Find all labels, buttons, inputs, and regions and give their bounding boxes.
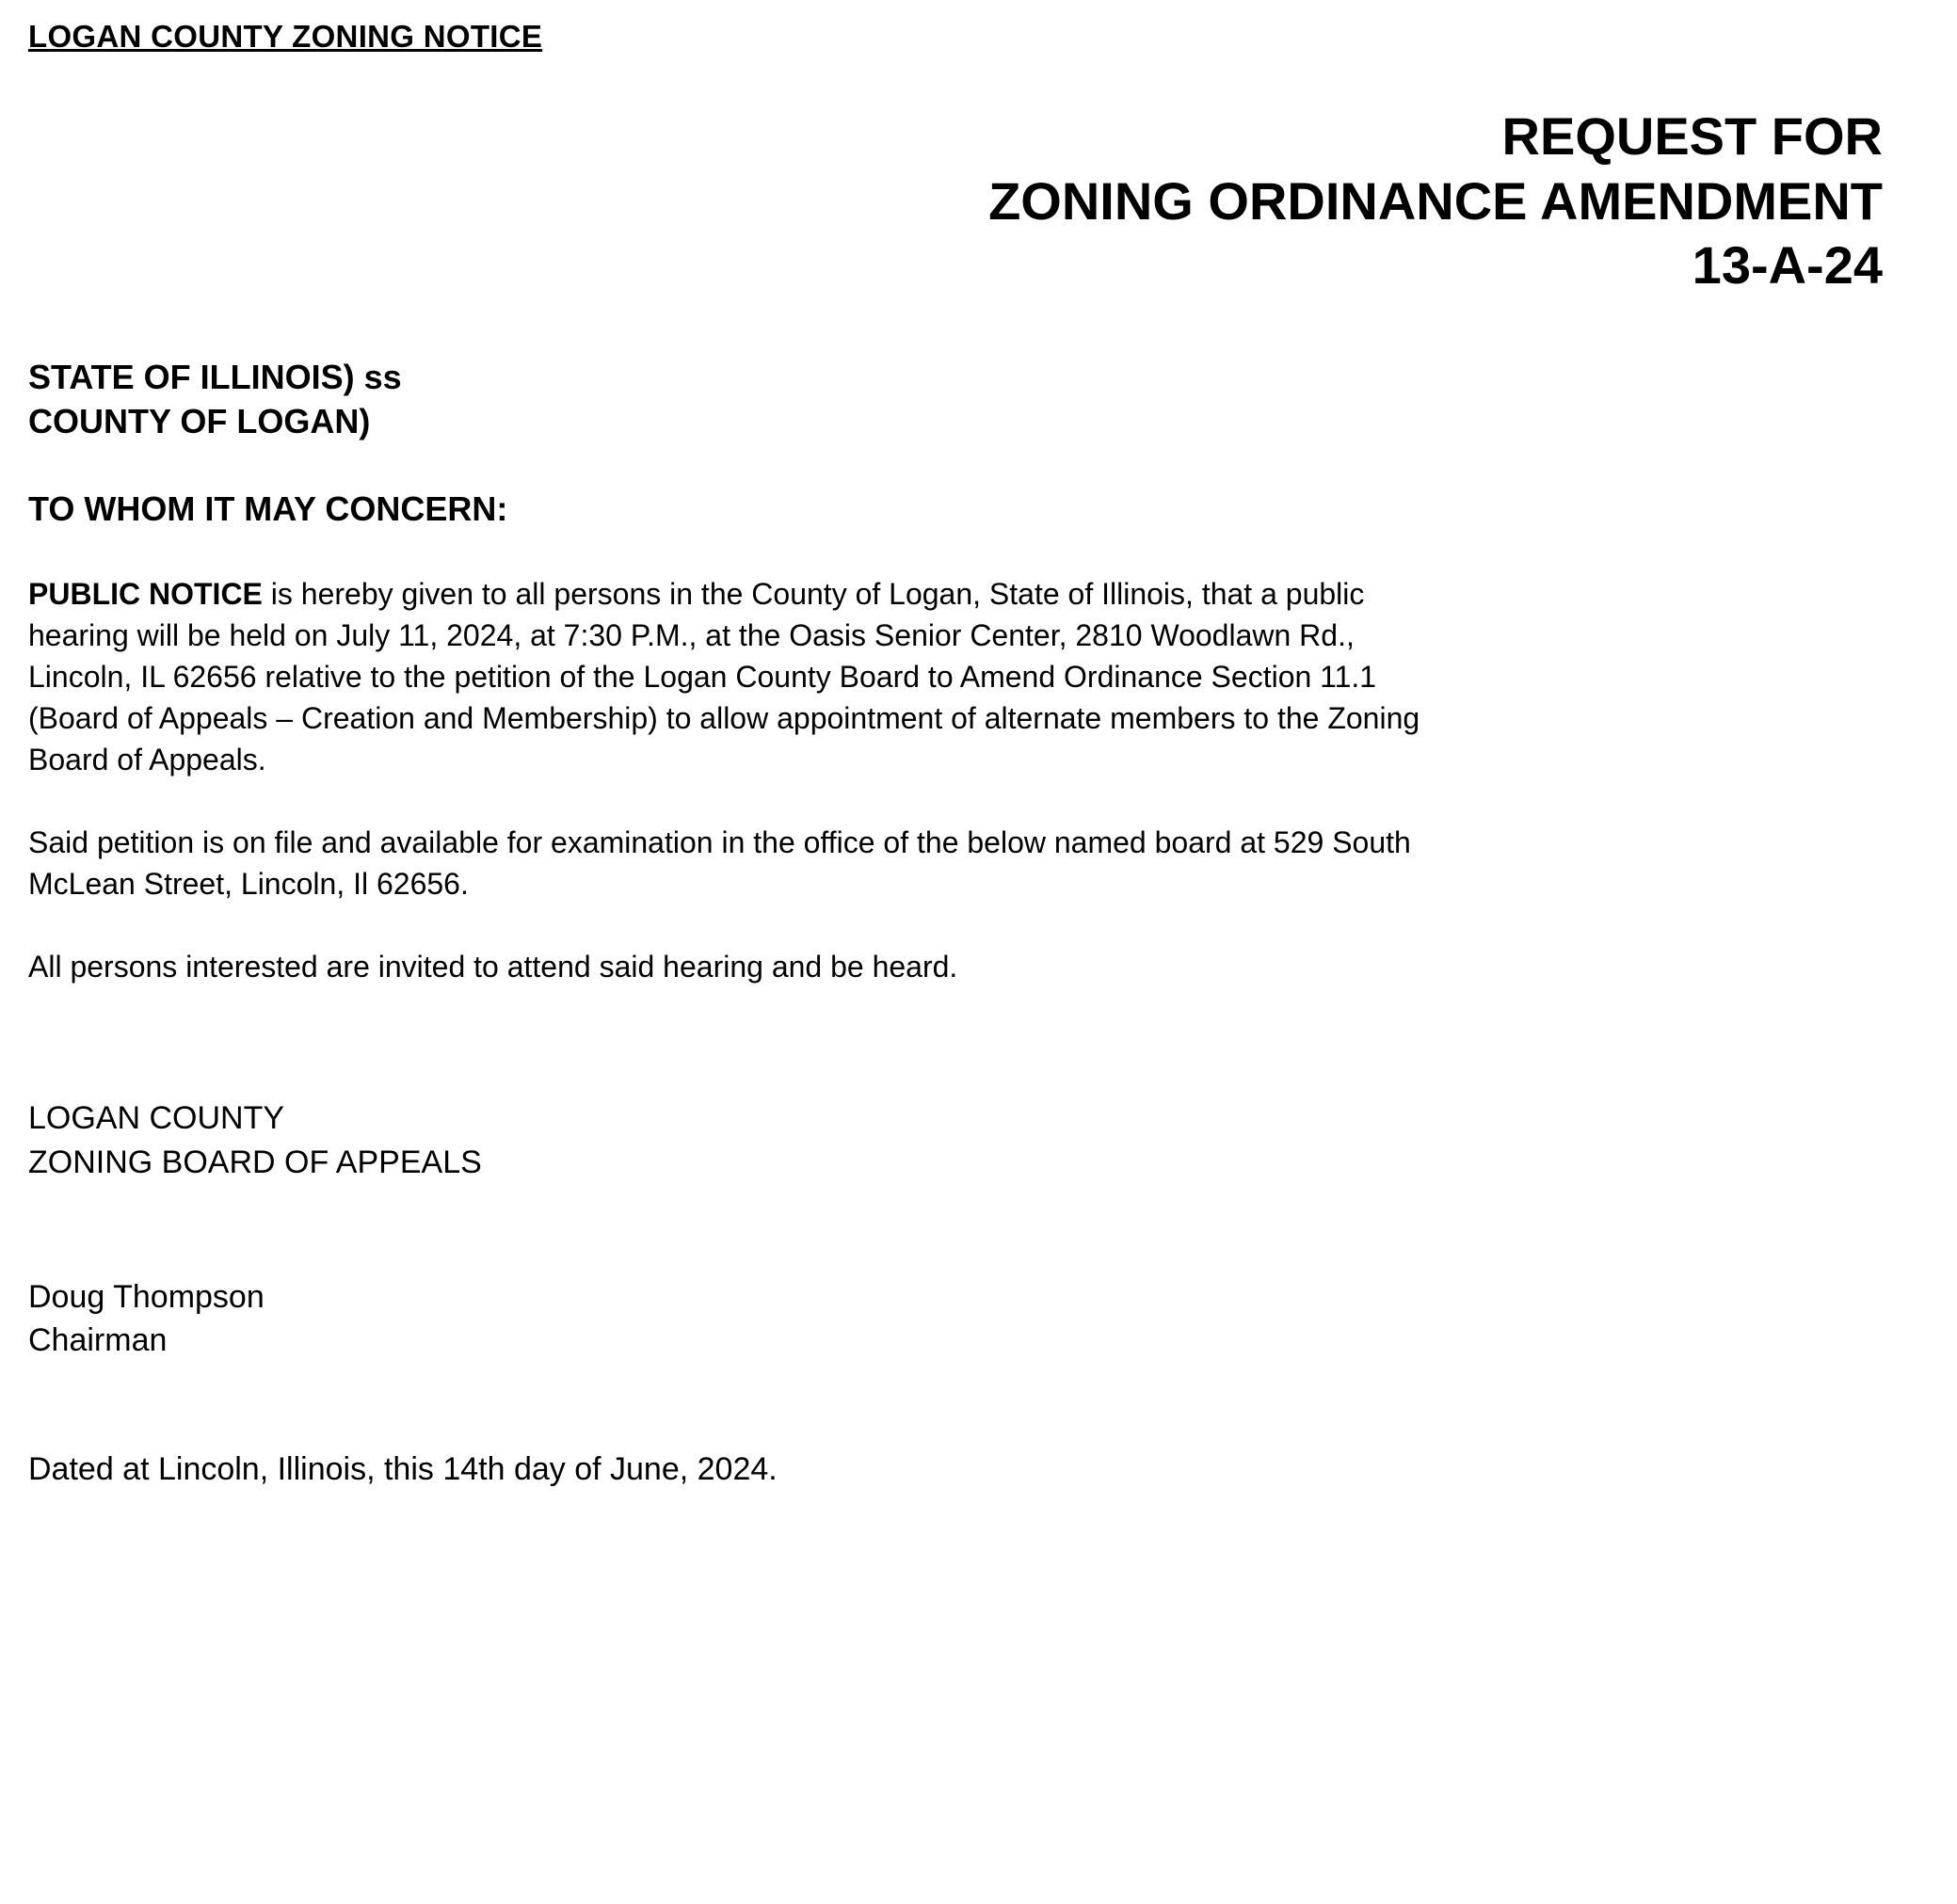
signature-block <box>28 1275 1883 1364</box>
venue-block <box>28 356 1883 444</box>
org-block <box>28 1096 1883 1185</box>
org-line1: LOGAN COUNTY <box>28 1099 285 1136</box>
signer-title: Chairman <box>28 1322 168 1359</box>
document-title: LOGAN COUNTY ZONING NOTICE <box>28 19 543 54</box>
venue-state-line: STATE OF ILLINOIS) ss <box>28 358 402 397</box>
venue-county-line: COUNTY OF LOGAN) <box>28 402 371 441</box>
request-header-line1: REQUEST FOR <box>1501 106 1883 167</box>
public-notice-paragraph <box>28 573 1440 780</box>
dated-line: Dated at Lincoln, Illinois, this 14th day of June, 2024. <box>28 1451 778 1488</box>
invitation-paragraph: All persons interested are invited to attend said hearing and be heard. <box>28 949 958 984</box>
public-notice-body: is hereby given to all persons in the County of Logan, State of Illinois, that a public hearing will be held on July 11, 2024, at 7:30 P.M., at the Oasis Senior Center, 2810 Woodlawn Rd., Lincoln, IL 62656 relative to the petition of the Logan County Board to Amend Ordinance Section 11.1 (Board of Appeals – Creation and Membership) to allow appointment of alternate members to the Zoning Board of Appeals. <box>28 576 1420 776</box>
public-notice-lead: PUBLIC NOTICE <box>28 576 263 611</box>
petition-paragraph: Said petition is on file and available for examination in the office of the below named board at 529 South McLean Street, Lincoln, Il 62656. <box>28 824 1411 901</box>
request-header-case-number: 13-A-24 <box>1692 235 1883 295</box>
request-header <box>28 104 1883 297</box>
request-header-line2: ZONING ORDINANCE AMENDMENT <box>988 170 1883 231</box>
salutation: TO WHOM IT MAY CONCERN: <box>28 488 508 528</box>
signer-name: Doug Thompson <box>28 1278 265 1315</box>
org-line2: ZONING BOARD OF APPEALS <box>28 1144 482 1180</box>
